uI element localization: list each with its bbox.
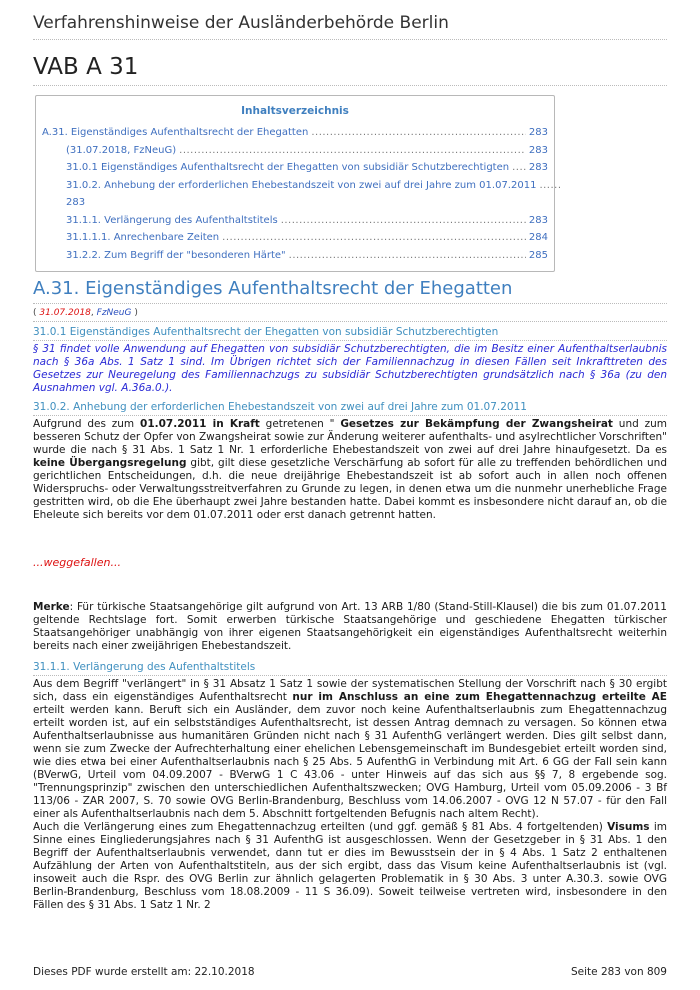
text-run: : Für türkische Staatsangehörige gilt aufgrund von Art. 13 ARB 1/80 (Stand-Still-Klausel) die bis zum 01.07.2011 geltende Rechtslage fort. Somit erwerben türkische Staatsangehörige und geschiedene Ehegatten türkischer Staatsangehöriger unabhängig von ihrer eigenen Staatsangehörigkeit ein eigenständiges Aufenthaltsrecht weiterhin bereits nach einer zweijährigen Ehebestandszeit.	[33, 601, 667, 652]
toc-entry[interactable]	[42, 212, 548, 230]
footer-page-number: Seite 283 von 809	[570, 966, 667, 978]
meta-date: 31.07.2018	[39, 308, 91, 318]
text-run: im Sinne eines Eingliederungsjahres nach § 31 AufenthG ist ausgeschlossen. Wenn der Gesetzgeber in § 31 Abs. 1 den Begriff der Aufenthaltserlaubnis verwendet, dann tut er dies im Bewusstsein der in § 4 Abs. 1 Satz 2 enthaltenen Aufzählung der Arten von Aufenthaltstiteln, aus der sich ergibt, dass das Visum keine Aufenthaltserlaubnis ist (vgl. insoweit auch die Rspr. des OVG Berlin zur ähnlich gelagerten Problematik in § 30 Abs. 3 unter A.30.3. sowie OVG Berlin-Brandenburg, Beschluss vom 18.08.2009 - 11 S 36.09). Soweit teilweise vertreten wird, insbesondere in den Fällen des § 31 Abs. 1 Satz 1 Nr. 2	[33, 821, 667, 911]
toc-entry-text: (31.07.2018, FzNeuG)	[66, 144, 177, 156]
toc-entry-page: 283	[66, 197, 86, 208]
toc-heading: Inhaltsverzeichnis	[241, 105, 349, 117]
toc-leader	[281, 212, 526, 230]
bold-run: 01.07.2011 in Kraft	[140, 418, 260, 430]
toc-entry[interactable]	[42, 229, 548, 247]
document-page	[33, 0, 667, 912]
toc-entry[interactable]	[42, 177, 548, 195]
subsection-heading: 31.0.2. Anhebung der erforderlichen Ehebestandszeit von zwei auf drei Jahre zum 01.07.2011	[33, 397, 667, 416]
bold-run: Gesetzes zur Bekämpfung der Zwangsheirat	[340, 418, 613, 430]
meta-close: )	[131, 308, 138, 318]
meta-open: (	[33, 308, 40, 318]
toc-entry[interactable]	[42, 247, 548, 265]
header-title: Verfahrenshinweise der Ausländerbehörde Berlin	[33, 13, 667, 40]
toc-entry[interactable]	[42, 124, 548, 142]
toc-entry-text: 31.0.2. Anhebung der erforderlichen Ehebestandszeit von zwei auf drei Jahre zum 01.07.2011	[66, 179, 537, 191]
toc-entry-page: 284	[528, 232, 548, 243]
subsection-heading: 31.0.1 Eigenständiges Aufenthaltsrecht der Ehegatten von subsidiär Schutzberechtigten	[33, 322, 667, 341]
toc-entry-page: 283	[528, 162, 548, 173]
toc-entry-page: 283	[528, 144, 548, 156]
toc-entry[interactable]	[42, 142, 548, 160]
text-run: Auch die Verlängerung eines zum Ehegattennachzug erteilten (und ggf. gemäß § 81 Abs. 4 fortgeltenden)	[33, 821, 608, 833]
subsection-heading: 31.1.1. Verlängerung des Aufenthaltstitels	[33, 657, 667, 676]
toc-entry-text: A.31. Eigenständiges Aufenthaltsrecht der Ehegatten	[42, 127, 309, 138]
toc-entry-text: 31.1.1.1. Anrechenbare Zeiten	[66, 232, 220, 243]
text-run: getretenen "	[259, 418, 341, 430]
meta-sep: ,	[90, 308, 97, 318]
toc-entry-text: 31.2.2. Zum Begriff der "besonderen Härte"	[66, 249, 286, 261]
text-run: und zum besseren Schutz der Opfer von Zwangsheirat sowie zur Änderung weiterer aufenthalts- und asylrechtlicher Vorschriften" wurde die nach § 31 Abs. 1 Satz 1 Nr. 1 erforderliche Ehebestandszeit von zwei auf drei Jahre hinaufgesetzt. Da es	[33, 418, 668, 456]
removed-note: ...weggefallen...	[33, 556, 121, 569]
page-footer	[33, 966, 667, 978]
paragraph	[33, 821, 667, 912]
toc-entry-text: 31.1.1. Verlängerung des Aufenthaltstitels	[66, 214, 278, 226]
text-run: erteilt werden kann. Beruft sich ein Ausländer, dem zuvor noch keine Aufenthaltserlaubnis zum Ehegattennachzug erteilt worden ist, auf ein selbstständiges Aufenthaltsrecht, ist dessen Antrag demnach zu versagen. So können etwa Aufenthaltserlaubnisse aus humanitären Gründen nicht nach § 31 AufenthG verlängert werden. Dies gilt selbst dann, wenn sie zum Zwecke der Aufrechterhaltung einer ehelichen Lebensgemeinschaft im Bundesgebiet erteilt worden sind, wie dies etwa bei einer Aufenthaltserlaubnis nach § 25 Abs. 5 AufenthG in Verbindung mit Art. 6 GG der Fall sein kann (BVerwG, Urteil vom 04.09.2007 - BVerwG 1 C 43.06 - unter Hinweis auf das sich aus §§ 7, 8 ergebende sog. "Trennungsprinzip" zwischen den unterschiedlichen Aufenthaltszwecken; OVG Hamburg, Urteil vom 05.09.2006 - 3 Bf 113/06 - ZAR 2007, S. 70 sowie OVG Berlin-Brandenburg, Beschluss vom 14.06.2007 - OVG 12 N 57.07 - für den Fall einer als Aufenthaltserlaubnis nach dem 5. Abschnitt fortgeltenden Befugnis nach altem Recht).	[33, 704, 667, 820]
toc-leader	[179, 142, 526, 160]
toc-leader	[311, 124, 526, 142]
toc-entry-page: 285	[528, 249, 548, 261]
toc-leader	[222, 229, 526, 247]
toc-entry-page: 283	[528, 214, 548, 226]
meta-law-link[interactable]: FzNeuG	[96, 308, 132, 318]
subsection-text: § 31 findet volle Anwendung auf Ehegatten von subsidiär Schutzberechtigten, die im Besitz einer Aufenthaltserlaubnis nach § 36a Abs. 1 Satz 1 sind. Im Übrigen richtet sich der Familiennachzug in diesen Fällen seit Inkrafttreten des Gesetzes zur Neuregelung des Familiennachzugs zu subsidiär Schutzberechtigten grundsätzlich nach § 36a (zu den Ausnahmen vgl. A.36a.0.).	[33, 343, 667, 394]
toc-leader	[539, 177, 561, 195]
footer-created: Dieses PDF wurde erstellt am: 22.10.2018	[33, 966, 255, 978]
merke-paragraph	[33, 599, 667, 653]
bold-run: keine Übergangsregelung	[33, 457, 187, 469]
paragraph	[33, 416, 667, 522]
text-run: Aufgrund des zum	[33, 418, 141, 430]
doc-title: VAB A 31	[33, 54, 667, 86]
bold-run: Visums	[607, 821, 650, 833]
text-run: gibt, gilt diese gesetzliche Verschärfung ab sofort für alle zu treffenden behördlichen und gerichtlichen Entscheidungen, d.h. die neue dreijährige Ehebestandszeit ist ab sofort auch in allen noch offenen Widerspruchs- oder Verwaltungsstreitverfahren zu Grunde zu legen, in denen etwa um die nunmehr unerhebliche Frage gestritten wird, ob die Ehe überhaupt zwei Jahre bestanden hatte. Dabei kommt es insbesondere nicht darauf an, ob die Eheleute sich bereits vor dem 01.07.2011 oder erst danach getrennt hatten.	[33, 457, 667, 521]
bold-run: nur im Anschluss an eine zum Ehegattennachzug erteilte AE	[292, 691, 667, 703]
text-run: Aus dem Begriff "verlängert" in § 31 Absatz 1 Satz 1 sowie der systematischen Stellung der Vorschrift nach § 30 ergibt sich, dass ein eigenständiges Aufenthaltsrecht	[33, 678, 667, 703]
toc-leader	[289, 247, 526, 265]
table-of-contents	[35, 95, 555, 272]
toc-entry-text: 31.0.1 Eigenständiges Aufenthaltsrecht der Ehegatten von subsidiär Schutzberechtigten	[66, 162, 510, 173]
section-title: A.31. Eigenständiges Aufenthaltsrecht der Ehegatten	[33, 278, 667, 304]
paragraph	[33, 676, 667, 821]
section-meta	[33, 304, 667, 322]
toc-entry[interactable]	[42, 159, 548, 177]
merke-label: Merke	[33, 601, 70, 613]
toc-entry-page: 283	[528, 127, 548, 138]
toc-leader	[512, 159, 526, 177]
